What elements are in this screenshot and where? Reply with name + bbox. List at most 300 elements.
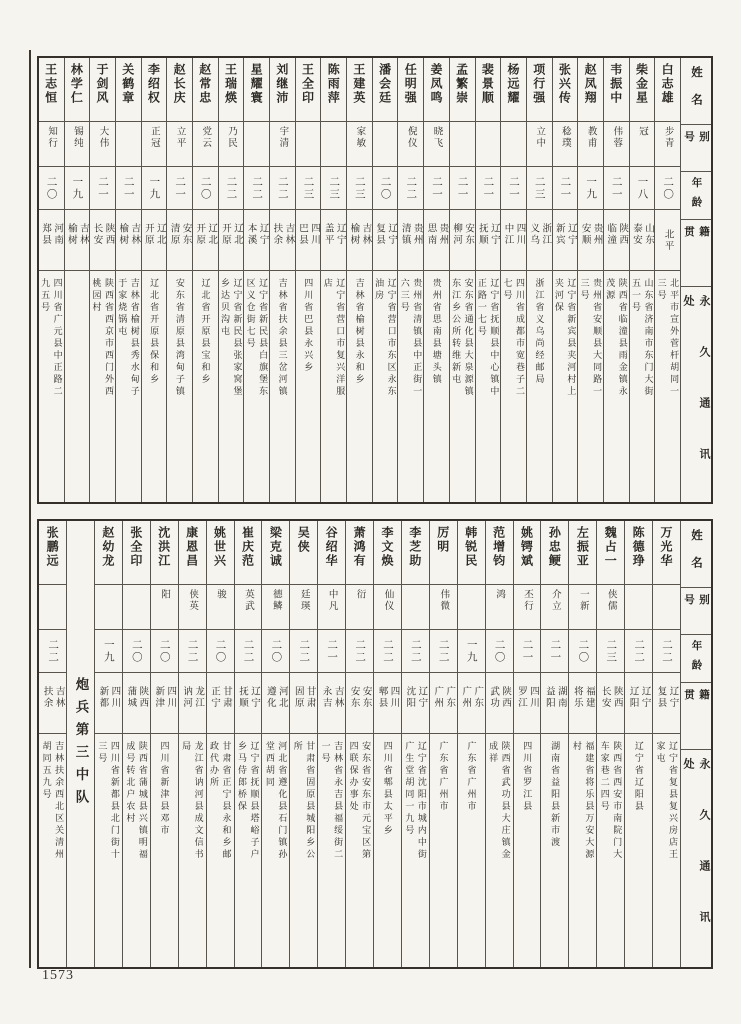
person-column [262,521,290,967]
address-cell-text: 吉林省扶余县三岔河镇 [277,278,288,398]
header-native [681,220,711,287]
alias-cell [262,585,289,630]
age-cell-text: 二〇 [270,638,282,664]
alias-cell [630,122,655,167]
name-cell [402,521,429,585]
header-address [681,750,711,967]
age-cell-text: 二〇 [662,175,674,201]
age-cell [65,167,90,210]
alias-cell [597,585,624,630]
binding-edge-line [29,50,31,968]
address-cell [458,734,485,967]
name-cell-text: 康恩昌 [184,526,199,568]
header-column [681,58,711,502]
name-cell-text: 沈洪江 [156,526,171,568]
age-cell-text: 二二 [633,638,645,664]
age-cell-text: 二二 [186,638,198,664]
address-cell [207,734,234,967]
name-cell [569,521,596,585]
name-cell [514,521,541,585]
age-cell-text: 二〇 [45,175,57,201]
address-cell [95,734,122,967]
native-cell-text: 北平 [662,228,673,252]
age-cell [39,630,66,673]
alias-cell [123,585,150,630]
address-cell [553,271,578,502]
age-cell-text: 二〇 [199,175,211,201]
address-cell-text: 四川省巴县永兴乡 [303,278,314,374]
native-cell-text: 陕西蒲城 [125,686,148,709]
alias-cell-text: 乃民 [225,126,236,149]
age-cell-text: 二二 [354,638,366,664]
address-cell-text: 辽宁省新宾县夹河村上夹河保 [553,278,577,398]
address-cell-text: 辽宁省营口市复兴洋服店 [322,278,346,398]
age-cell [346,630,373,673]
age-cell-text: 二一 [430,175,442,201]
name-cell [167,58,192,122]
native-cell-text: 甘肃正宁 [209,686,232,709]
alias-cell-text: 晓飞 [431,126,442,149]
name-cell-text: 姜凤鸣 [428,63,443,105]
person-column [39,521,67,967]
address-cell-text: 山东省济南市东门大街五一号 [630,278,654,398]
address-cell [318,734,345,967]
name-cell [398,58,423,122]
name-cell-text: 李芝助 [407,526,422,568]
header-name-text: 姓名 [690,66,702,121]
native-cell-text: 福建将乐 [571,686,594,709]
age-cell [347,167,372,210]
alias-cell-text: 仙仪 [382,589,393,612]
address-cell-text: 四川省郫县太平乡 [382,741,393,837]
age-cell [244,167,269,210]
address-cell-text: 四川省罗江县 [522,741,533,813]
address-cell-text: 四川省新津县邓市 [159,741,170,837]
native-cell [347,210,372,271]
header-address [681,287,711,502]
address-cell-text: 陕西省武功县大庄镇金成祥 [488,741,511,861]
name-cell [123,521,150,585]
name-cell [318,521,345,585]
name-cell [179,521,206,585]
age-cell [151,630,178,673]
name-cell [597,521,624,585]
age-cell [270,167,295,210]
person-column [90,58,116,502]
name-cell [374,521,401,585]
name-cell [430,521,457,585]
native-cell [123,673,150,734]
alias-cell [290,585,317,630]
header-name [681,58,711,125]
native-cell-text: 四川巴县 [297,223,320,246]
alias-cell [90,122,115,167]
age-cell-text: 二一 [559,175,571,201]
address-cell-text: 湖南省益阳县新市渡 [550,741,561,849]
native-cell [262,673,289,734]
age-cell [514,630,541,673]
alias-cell [501,122,526,167]
native-cell-text: 吉林榆树 [117,223,140,246]
header-column [681,521,711,967]
age-cell-text: 二一 [326,638,338,664]
alias-cell-text: 骏 [215,589,226,601]
alias-cell-text: 鸿 [494,589,505,601]
alias-cell [553,122,578,167]
address-cell [90,271,115,502]
alias-cell [193,122,218,167]
native-cell-text: 辽宁复县 [374,223,397,246]
age-cell-text: 二〇 [577,638,589,664]
person-column [625,521,653,967]
name-cell-text: 关鹤章 [120,63,135,105]
native-cell [39,210,64,271]
person-column [219,58,245,502]
name-cell [142,58,167,122]
age-cell [430,630,457,673]
name-cell [458,521,485,585]
name-cell-text: 王建英 [351,63,366,105]
age-cell [604,167,629,210]
name-cell-text: 于剑风 [95,63,110,105]
name-cell-text: 萧鸿有 [352,526,367,568]
age-cell [625,630,652,673]
address-cell [655,271,680,502]
alias-cell [151,585,178,630]
age-cell-text: 一八 [636,175,648,201]
native-cell-text: 辽宁新宾 [553,223,576,246]
age-cell [486,630,513,673]
name-cell-text: 左振亚 [575,526,590,568]
name-cell [262,521,289,585]
native-cell [653,673,680,734]
native-cell-text: 河北遵化 [264,686,287,709]
name-cell-text: 林学仁 [69,63,84,105]
person-column [486,521,514,967]
header-age [681,172,711,220]
native-cell-text: 山东泰安 [630,223,653,246]
alias-cell [514,585,541,630]
person-column [318,521,346,967]
age-cell-text: 二二 [381,638,393,664]
alias-cell [402,585,429,630]
alias-cell-text: 锡纯 [71,126,82,149]
address-cell [625,734,652,967]
name-cell-text: 陈雨萍 [326,63,341,105]
name-cell [244,58,269,122]
age-cell-text: 二一 [610,175,622,201]
person-column [430,521,458,967]
name-cell-text: 孙忠鲠 [547,526,562,568]
age-cell [95,630,122,673]
header-alias [681,125,711,172]
address-cell [65,271,90,502]
page-number: 1573 [42,968,74,983]
person-column [65,58,91,502]
name-cell [625,521,652,585]
person-column [501,58,527,502]
name-cell-text: 项行强 [531,63,546,105]
address-cell-text: 四川省广元县中正路二九五号 [40,278,63,398]
person-column [235,521,263,967]
age-cell [527,167,552,210]
age-cell [653,630,680,673]
age-cell [262,630,289,673]
name-cell-text: 潘会廷 [377,63,392,105]
name-cell [450,58,475,122]
person-column [597,521,625,967]
native-cell [578,210,603,271]
native-cell-text: 四川罗江 [516,686,539,709]
header-alias [681,588,711,635]
name-cell-text: 任明强 [403,63,418,105]
name-cell-text: 王瑞煐 [223,63,238,105]
native-cell [116,210,141,271]
person-column [514,521,542,967]
address-cell [39,734,66,967]
alias-cell-text: 中凡 [326,589,337,612]
alias-cell [235,585,262,630]
native-cell-text: 吉林榆树 [348,223,371,246]
address-cell-text: 贵州省思南县塘头镇 [431,278,442,386]
address-cell-text: 吉林省榆树县秀水甸子于家烧锅屯 [117,278,140,398]
age-cell-text: 二一 [521,638,533,664]
name-cell [486,521,513,585]
person-column [244,58,270,502]
native-cell [321,210,346,271]
alias-cell [450,122,475,167]
alias-cell-text: 侠英 [187,589,198,612]
age-cell [597,630,624,673]
person-column [321,58,347,502]
name-cell-text: 韦振中 [608,63,623,105]
name-cell [116,58,141,122]
alias-cell [476,122,501,167]
native-cell-text: 吉林永吉 [320,686,343,709]
native-cell-text: 吉林扶余 [271,223,294,246]
age-cell [450,167,475,210]
name-cell-text: 韩锐民 [463,526,478,568]
native-cell [39,673,66,734]
name-cell [321,58,346,122]
address-cell [296,271,321,502]
address-cell [290,734,317,967]
name-cell-text: 吴侠 [296,526,311,554]
address-cell-text: 陕西省蒲城县兴镇明福成号转北户农村 [125,741,148,861]
native-cell [501,210,526,271]
native-cell [569,673,596,734]
alias-cell-text: 党云 [200,126,211,149]
address-cell [541,734,568,967]
alias-cell-text: 正冠 [148,126,159,149]
native-cell [65,210,90,271]
person-column [569,521,597,967]
alias-cell [625,585,652,630]
alias-cell [167,122,192,167]
address-cell [346,734,373,967]
name-cell [553,58,578,122]
alias-cell-text: 伟蓉 [611,126,622,149]
native-cell-text: 辽北开原 [219,223,242,246]
address-cell-text: 吉林省永吉县福绥街二一号 [320,741,344,861]
native-cell-text: 贵州安顺 [579,223,602,246]
age-cell [235,630,262,673]
age-cell-text: 二二 [242,638,254,664]
person-column [142,58,168,502]
native-cell-text: 陕西长安 [91,223,114,246]
address-cell-text: 四川省成都市宽巷子二七号 [502,278,526,398]
native-cell [625,673,652,734]
native-cell [655,210,680,271]
native-cell-text: 陕西临潼 [605,223,628,246]
alias-cell-text: 德鳞 [270,589,281,612]
age-cell-text: 二二 [409,638,421,664]
name-cell [207,521,234,585]
name-cell-text: 王志恒 [43,63,58,105]
native-cell-text: 辽北开原 [194,223,217,246]
address-cell [193,271,218,502]
native-cell-text: 吉林榆树 [65,223,88,246]
native-cell [476,210,501,271]
address-cell-text: 辽北省开原县保和乡 [149,278,160,386]
name-cell [630,58,655,122]
address-cell [402,734,429,967]
age-cell [655,167,680,210]
name-cell [541,521,568,585]
age-cell [167,167,192,210]
alias-cell [373,122,398,167]
address-cell-text: 辽宁省抚顺县中心镇中正路一七号 [476,278,500,398]
native-cell-text: 安东柳河 [451,223,474,246]
age-cell [458,630,485,673]
name-cell [604,58,629,122]
alias-cell-text: 家敏 [354,126,365,149]
address-cell-text: 辽宁省抚顺县塔峪子户乡马侍郎桥保 [236,741,260,861]
native-cell-text: 四川郫县 [376,686,399,709]
native-cell [527,210,552,271]
alias-cell-text: 衍 [354,589,365,601]
name-cell-text: 厉明 [435,526,450,554]
alias-cell [321,122,346,167]
header-address-text: 永久通讯处 [682,758,710,962]
person-column [578,58,604,502]
name-cell [235,521,262,585]
address-cell-text: 陕西省西京市西门外西桃园村 [91,278,115,398]
name-cell-text: 崔庆范 [240,526,255,568]
native-cell [604,210,629,271]
native-cell [207,673,234,734]
address-cell [398,271,423,502]
person-column [450,58,476,502]
unit-label-text: 炮兵第三中队 [73,676,89,812]
header-name-text: 姓名 [690,529,702,584]
age-cell-text: 二一 [549,638,561,664]
native-cell [219,210,244,271]
native-cell [553,210,578,271]
native-cell [486,673,513,734]
alias-cell [244,122,269,167]
address-cell [123,734,150,967]
alias-cell [39,585,66,630]
person-column [151,521,179,967]
person-column [167,58,193,502]
alias-cell-text: 一新 [577,589,588,612]
alias-cell [346,585,373,630]
age-cell-text: 二三 [353,175,365,201]
alias-cell [116,122,141,167]
address-cell [597,734,624,967]
address-cell-text: 辽宁省辽阳县 [633,741,644,813]
person-column [424,58,450,502]
address-cell-text: 吉林扶余西北区关清州胡同五九号 [41,741,65,861]
person-column [653,521,681,967]
native-cell-text: 辽宁辽阳 [627,686,650,709]
address-cell [527,271,552,502]
name-cell [193,58,218,122]
age-cell [318,630,345,673]
name-cell [346,521,373,585]
person-column [116,58,142,502]
age-cell [501,167,526,210]
address-cell [321,271,346,502]
name-cell [655,58,680,122]
alias-cell [655,122,680,167]
native-cell [402,673,429,734]
person-column [374,521,402,967]
address-cell [430,734,457,967]
native-cell-text: 陕西武功 [488,686,511,709]
alias-cell [653,585,680,630]
person-column [179,521,207,967]
address-cell-text: 辽宁省复县复兴房店王家屯 [655,741,679,861]
header-age-text: 年龄 [690,640,702,679]
native-cell [296,210,321,271]
address-cell [219,271,244,502]
name-cell-text: 赵幼龙 [100,526,115,568]
name-cell [501,58,526,122]
alias-cell-text: 侠儒 [605,589,616,612]
age-cell-text: 二三 [328,175,340,201]
address-cell-text: 安东省清原县湾甸子镇 [174,278,185,398]
native-cell [90,210,115,271]
alias-cell [270,122,295,167]
address-cell-text: 贵州省安顺县大同路一三号 [579,278,603,398]
age-cell [90,167,115,210]
address-cell-text: 安东省安东市元宝区第四联保办事处 [348,741,372,861]
age-cell-text: 一九 [102,638,114,664]
age-cell-text: 一九 [71,175,83,201]
person-column [458,521,486,967]
native-cell-text: 辽宁抚顺 [236,686,259,709]
name-cell-text: 魏占一 [603,526,618,568]
alias-cell-text: 英武 [242,589,253,612]
native-cell-text: 甘肃固原 [292,686,315,709]
unit-label [67,521,94,967]
header-alias-text: 别号 [683,131,709,152]
name-cell-text: 王全印 [300,63,315,105]
alias-cell [578,122,603,167]
native-cell-text: 河南郑县 [40,223,63,246]
address-cell [476,271,501,502]
native-cell [398,210,423,271]
person-column [346,521,374,967]
age-cell-text: 二二 [661,638,673,664]
unit-label-column [67,521,95,967]
name-cell-text: 梁克诚 [268,526,283,568]
address-cell-text: 甘肃省正宁县永和乡邮政代办所 [209,741,232,861]
age-cell [476,167,501,210]
alias-cell-text: 立平 [174,126,185,149]
